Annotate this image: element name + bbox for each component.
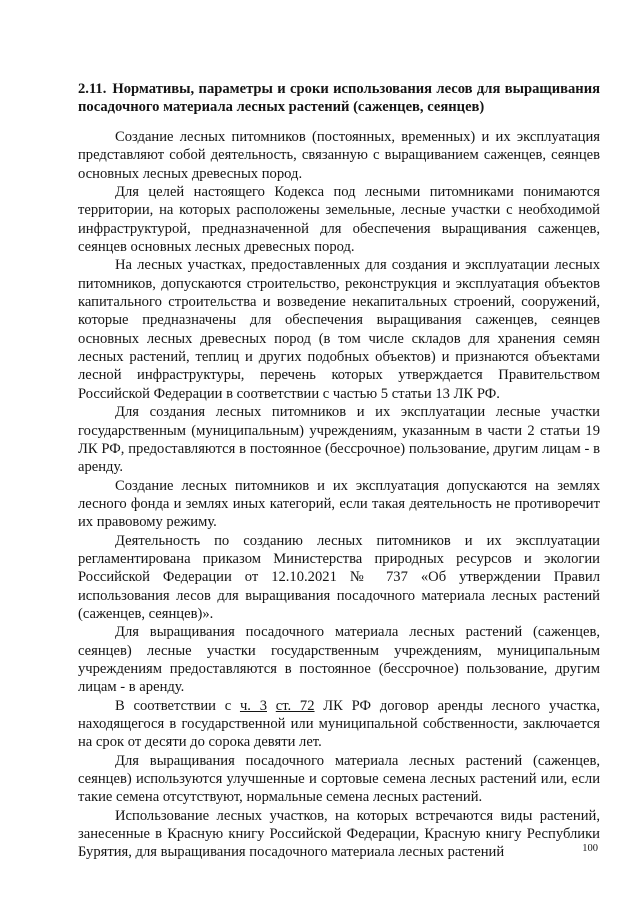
paragraph: Деятельность по созданию лесных питомников и их эксплуатации регламентирована приказом Министерства природных ресурсов и экологии Российской Федерации от 12.10.2021 № 737 «Об утверждении Правил использования лесов для выращивания посадочного материала лесных растений (саженцев, сеянцев)».	[78, 532, 600, 622]
paragraph: Использование лесных участков, на которых встречаются виды растений, занесенные в Красную книгу Российской Федерации, Красную книгу Республики Бурятия, для выращивания посадочного материала лесных растений	[78, 807, 600, 861]
paragraph-text	[267, 698, 276, 714]
paragraph-text: ЛК РФ договор аренды лесного участка, находящегося в государственной или муниципальной собственности, заключается на срок от десяти до сорока девяти лет.	[78, 697, 601, 751]
section-title: Нормативы, параметры и сроки использования лесов для выращивания посадочного материала лесных растений (саженцев, сеянцев)	[78, 81, 600, 115]
paragraph: Для целей настоящего Кодекса под лесными питомниками понимаются территории, на которых расположены земельные, лесные участки с необходимой инфраструктурой, предназначенной для обеспечения выращивания саженцев, сеянцев основных лесных древесных пород.	[78, 184, 600, 256]
page-number: 100	[582, 843, 598, 854]
section-heading	[78, 80, 600, 116]
paragraph: Для выращивания посадочного материала лесных растений (саженцев, сеянцев) используются улучшенные и сортовые семена лесных растений или, если такие семена отсутствуют, нормальные семена лесных растений.	[78, 752, 600, 806]
paragraph-with-links	[78, 697, 600, 752]
paragraph: Для выращивания посадочного материала лесных растений (саженцев, сеянцев) лесные участки государственным учреждениям, муниципальным учреждениям предоставляются в постоянное (бессрочное) пользование, другим лицам - в аренду.	[78, 624, 600, 696]
section-number: 2.11.	[78, 81, 107, 97]
law-article-link[interactable]: ст. 72	[275, 697, 315, 714]
paragraph-text: В соответствии с	[115, 697, 240, 714]
paragraph: Создание лесных питомников и их эксплуатация допускаются на землях лесного фонда и землях иных категорий, если такая деятельность не противоречит их правовому режиму.	[78, 477, 600, 531]
paragraph: На лесных участках, предоставленных для создания и эксплуатации лесных питомников, допускаются строительство, реконструкция и эксплуатация объектов капитального строительства и возведение некапитальных строений, сооружений, которые предназначены для обеспечения выращивания саженцев, сеянцев основных лесных древесных пород (в том числе складов для хранения семян лесных растений, теплиц и других подобных объектов) и признаются объектами лесной инфраструктуры, перечень которых утверждается Правительством Российской Федерации в соответствии с частью 5 статьи 13 ЛК РФ.	[78, 257, 600, 402]
document-body	[78, 128, 600, 862]
law-part-link[interactable]: ч. 3	[239, 697, 267, 714]
paragraph: Для создания лесных питомников и их эксплуатации лесные участки государственным (муниципальным) учреждениям, указанным в части 2 статьи 19 ЛК РФ, предоставляются в постоянное (бессрочное) пользование, другим лицам - в аренду.	[78, 404, 600, 476]
paragraph: Создание лесных питомников (постоянных, временных) и их эксплуатация представляют собой деятельность, связанную с выращиванием саженцев, сеянцев основных лесных древесных пород.	[78, 129, 600, 182]
